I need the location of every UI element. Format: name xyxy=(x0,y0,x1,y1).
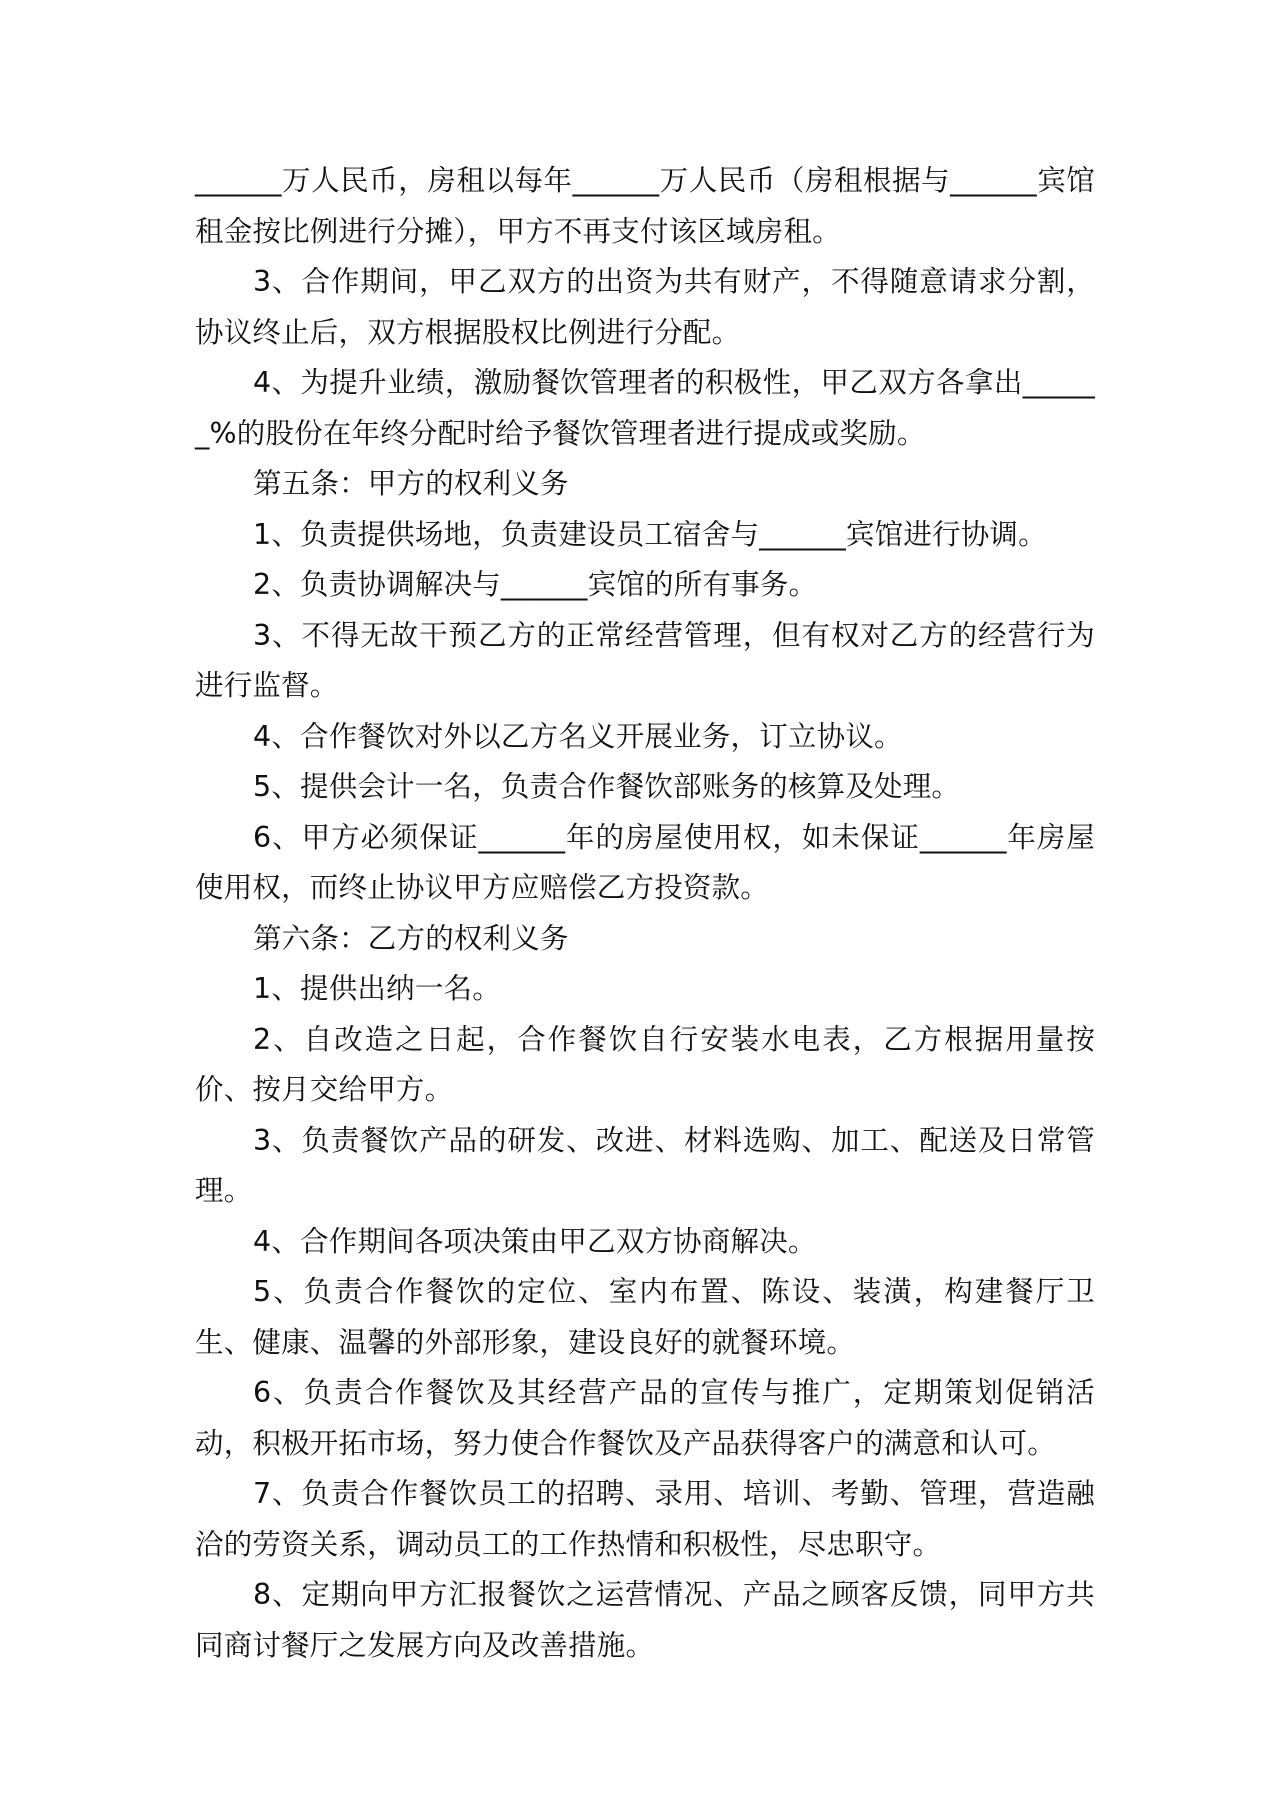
paragraph-article4-item3: 3、合作期间，甲乙双方的出资为共有财产，不得随意请求分割，协议终止后，双方根据股权比例进行分配。 xyxy=(195,265,1095,349)
paragraph-article4-item4: 4、为提升业绩，激励餐饮管理者的积极性，甲乙双方各拿出______%的股份在年终分配时给予餐饮管理者进行提成或奖励。 xyxy=(195,366,1095,450)
paragraph-article6-item1: 1、提供出纳一名。 xyxy=(253,972,501,1005)
paragraph-article6-item8: 8、定期向甲方汇报餐饮之运营情况、产品之顾客反馈，同甲方共同商讨餐厅之发展方向及改善措施。 xyxy=(195,1578,1095,1662)
article5-heading: 第五条：甲方的权利义务 xyxy=(253,467,569,500)
paragraph-article6-item5: 5、负责合作餐饮的定位、室内布置、陈设、装潢，构建餐厅卫生、健康、温馨的外部形象，建设良好的就餐环境。 xyxy=(195,1275,1095,1359)
document-body xyxy=(195,156,1095,1671)
paragraph-article5-item1: 1、负责提供场地，负责建设员工宿舍与______宾馆进行协调。 xyxy=(253,517,1047,551)
paragraph-article5-item3: 3、不得无故干预乙方的正常经营管理，但有权对乙方的经营行为进行监督。 xyxy=(195,618,1095,702)
paragraph-article6-item6: 6、负责合作餐饮及其经营产品的宣传与推广，定期策划促销活动，积极开拓市场，努力使合作餐饮及产品获得客户的满意和认可。 xyxy=(195,1376,1095,1460)
paragraph-article5-item5: 5、提供会计一名，负责合作餐饮部账务的核算及处理。 xyxy=(253,770,961,803)
paragraph-article6-item3: 3、负责餐饮产品的研发、改进、材料选购、加工、配送及日常管理。 xyxy=(195,1123,1095,1207)
paragraph-article6-item7: 7、负责合作餐饮员工的招聘、录用、培训、考勤、管理，营造融洽的劳资关系，调动员工的工作热情和积极性，尽忠职守。 xyxy=(195,1477,1095,1561)
paragraph-article6-item2: 2、自改造之日起，合作餐饮自行安装水电表，乙方根据用量按价、按月交给甲方。 xyxy=(195,1022,1095,1106)
paragraph-article5-item6: 6、甲方必须保证______年的房屋使用权，如未保证______年房屋使用权，而终止协议甲方应赔偿乙方投资款。 xyxy=(195,820,1095,904)
paragraph-article5-item2: 2、负责协调解决与______宾馆的所有事务。 xyxy=(253,568,818,601)
article6-heading: 第六条：乙方的权利义务 xyxy=(253,921,569,955)
paragraph-article5-item4: 4、合作餐饮对外以乙方名义开展业务，订立协议。 xyxy=(253,719,903,753)
paragraph-article6-item4: 4、合作期间各项决策由甲乙双方协商解决。 xyxy=(253,1224,817,1258)
paragraph-rent-continuation: ______万人民币，房租以每年______万人民币（房租根据与______宾馆租金按比例进行分摊），甲方不再支付该区域房租。 xyxy=(195,164,1095,248)
